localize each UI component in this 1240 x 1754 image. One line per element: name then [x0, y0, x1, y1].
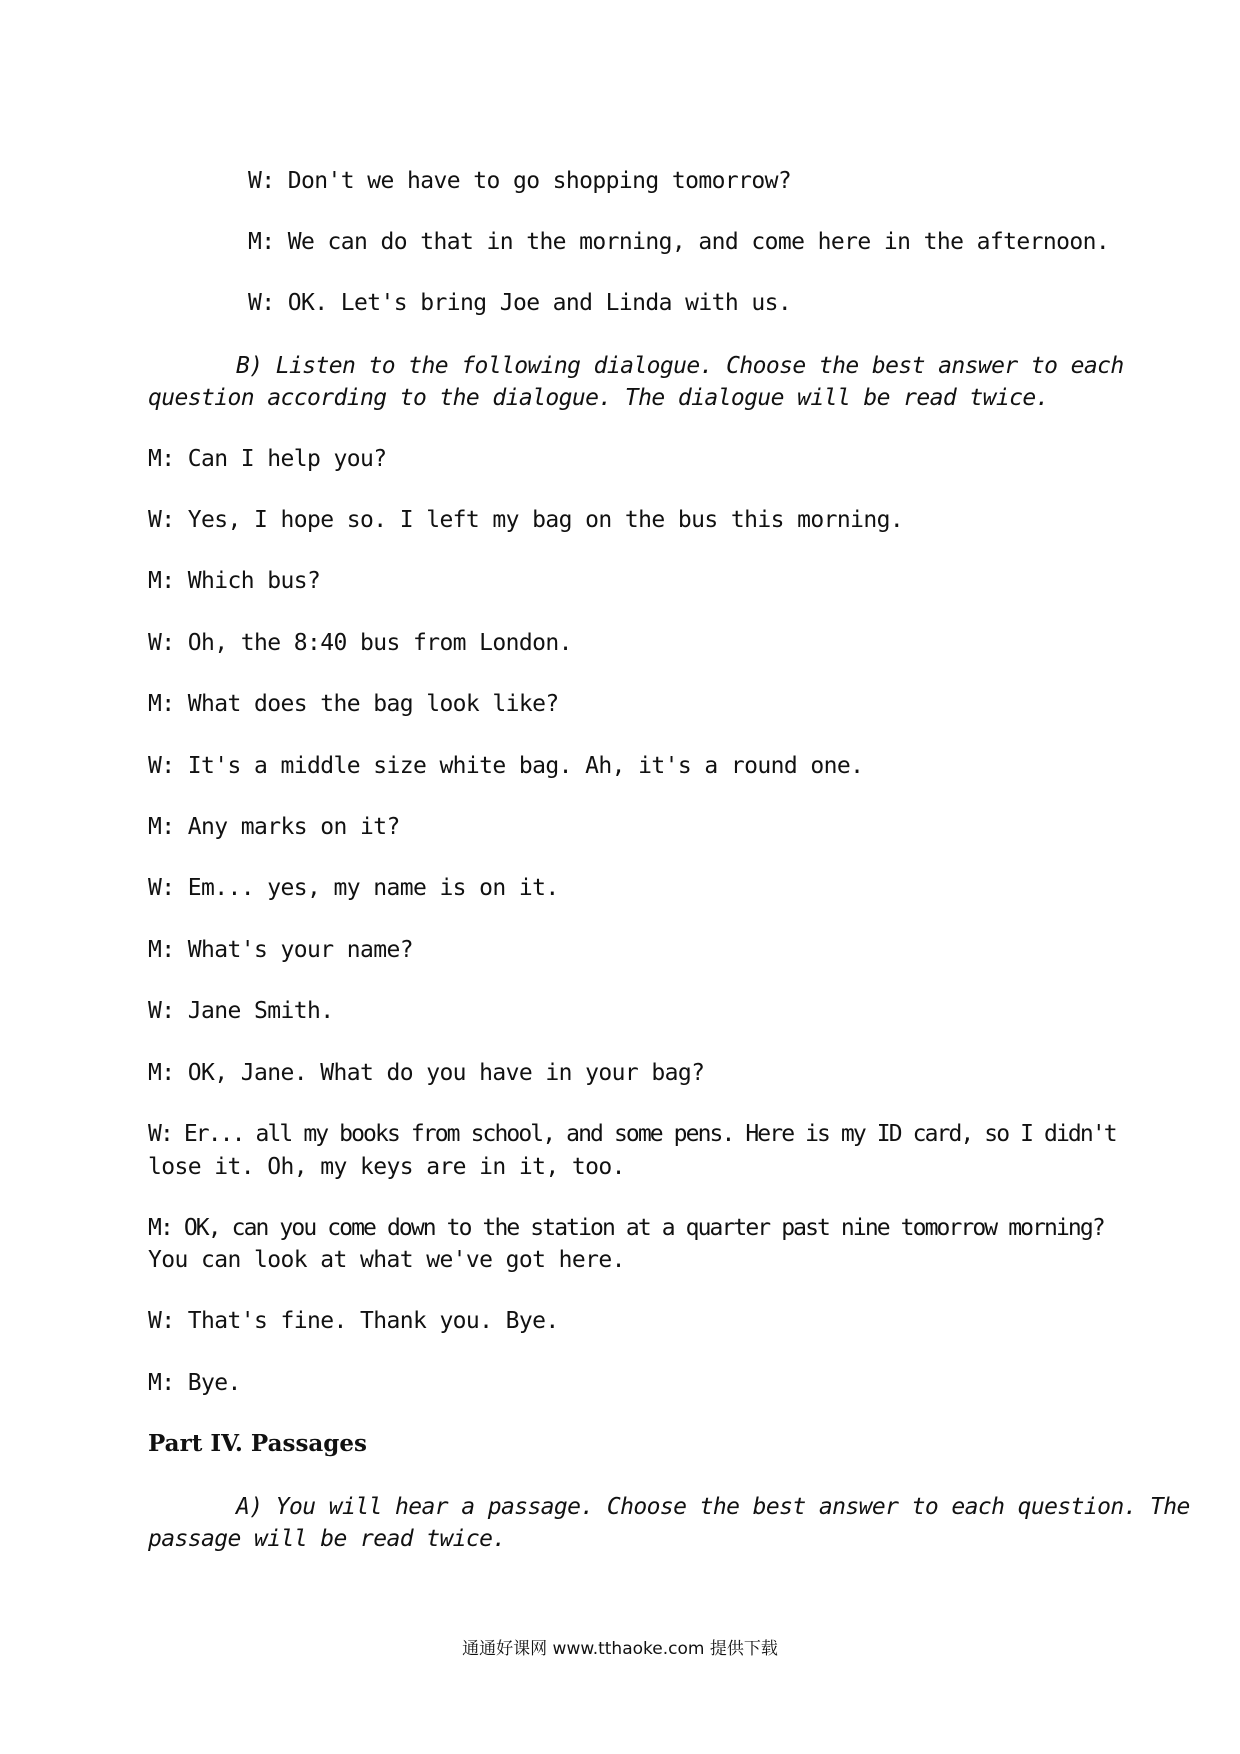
- dialogue-line: You can look at what we've got here.: [148, 1247, 625, 1273]
- part-iv-heading: Part IV. Passages: [148, 1430, 367, 1457]
- footer-credit: 通通好课网 www.tthaoke.com 提供下载: [462, 1639, 778, 1659]
- dialogue-line: W: Oh, the 8:40 bus from London.: [148, 630, 572, 656]
- dialogue-line: W: Don't we have to go shopping tomorrow?: [248, 168, 792, 194]
- dialogue-line: M: Bye.: [148, 1370, 241, 1396]
- dialogue-line: W: That's fine. Thank you. Bye.: [148, 1308, 559, 1334]
- dialogue-line: W: It's a middle size white bag. Ah, it's a round one.: [148, 753, 864, 779]
- dialogue-line: W: Yes, I hope so. I left my bag on the bus this morning.: [148, 507, 904, 533]
- dialogue-line: M: What does the bag look like?: [148, 691, 559, 717]
- dialogue-line: W: OK. Let's bring Joe and Linda with us.: [248, 290, 792, 316]
- section-b-instruction: B) Listen to the following dialogue. Choose the best answer to each: [236, 353, 1124, 379]
- part-iv-instruction: passage will be read twice.: [148, 1526, 506, 1552]
- dialogue-line: M: Any marks on it?: [148, 814, 400, 840]
- dialogue-line: M: What's your name?: [148, 937, 413, 963]
- dialogue-line: W: Er... all my books from school, and some pens. Here is my ID card, so I didn't: [148, 1121, 1116, 1147]
- part-iv-instruction: A) You will hear a passage. Choose the best answer to each question. The: [236, 1494, 1190, 1520]
- dialogue-line: W: Em... yes, my name is on it.: [148, 875, 559, 901]
- dialogue-line: M: OK, can you come down to the station at a quarter past nine tomorrow morning?: [148, 1215, 1104, 1241]
- dialogue-line: lose it. Oh, my keys are in it, too.: [148, 1154, 625, 1180]
- dialogue-line: M: OK, Jane. What do you have in your bag?: [148, 1060, 705, 1086]
- section-b-instruction: question according to the dialogue. The dialogue will be read twice.: [148, 385, 1049, 411]
- dialogue-line: W: Jane Smith.: [148, 998, 334, 1024]
- dialogue-line: M: We can do that in the morning, and come here in the afternoon.: [248, 229, 1110, 255]
- dialogue-line: M: Can I help you?: [148, 446, 387, 472]
- dialogue-line: M: Which bus?: [148, 568, 321, 594]
